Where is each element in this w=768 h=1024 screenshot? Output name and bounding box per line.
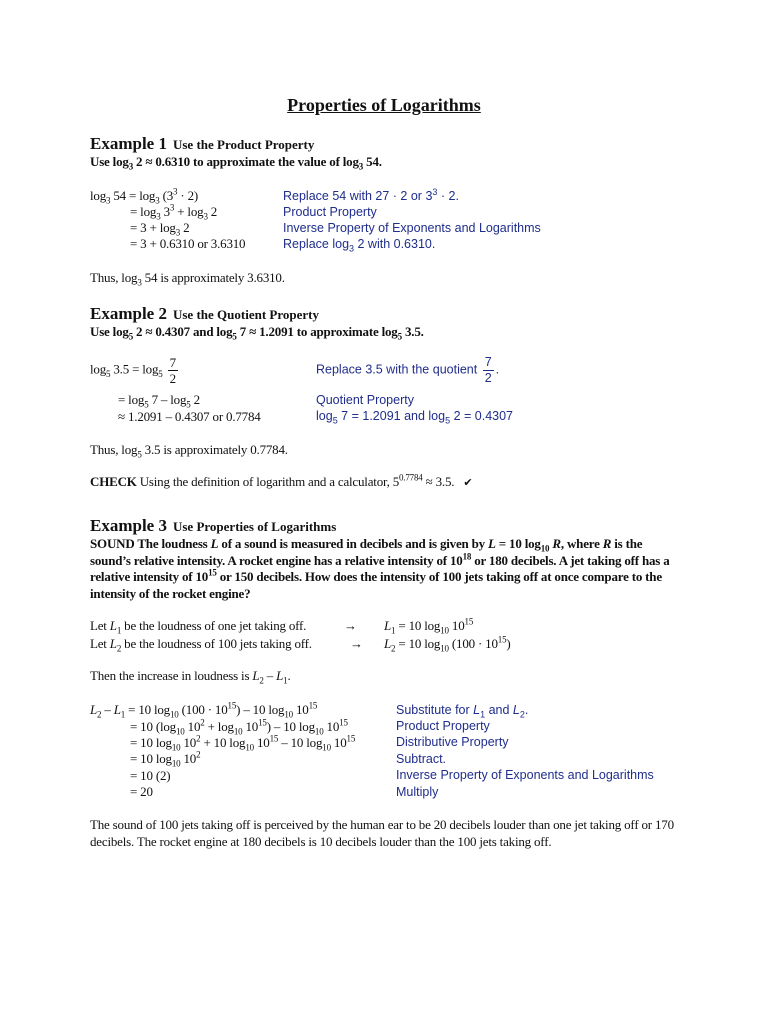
example-1-heading xyxy=(90,134,314,154)
example-2-step-2: = $\log_5 7 - \log_5 2$ xyxy=(118,392,200,410)
example-1-note-1: Replace 54 with 27 · 2 or $3^3 \cdot 2$. xyxy=(283,186,459,203)
example-1-prompt: Use $\log_3 2 \approx 0.6310$ to approximate the value of $\log_3 54$. xyxy=(90,154,382,172)
example-1-note-4: Replace $\log_3 2$ with 0.6310. xyxy=(283,237,436,254)
example-3-note-6: Multiply xyxy=(396,785,439,799)
example-3-note-1: Substitute for $L_1$ and $L_2$. xyxy=(396,703,529,720)
example-3-note-5: Inverse Property of Exponents and Logarithms xyxy=(396,768,654,782)
let-l2-statement: Let $L_2$ be the loudness of 100 jets taking off. xyxy=(90,636,312,654)
example-2-check: CHECK Using the definition of logarithm and a calculator, $5^{0.7784} \approx 3.5$. ✔ xyxy=(90,472,473,489)
example-3-note-3: Distributive Property xyxy=(396,735,509,749)
example-2-heading xyxy=(90,304,319,324)
example-2-note-1: Replace 3.5 with the quotient $\frac{7}{2}$ . xyxy=(316,355,500,385)
example-2-conclusion: Thus, $\log_5 3.5$ is approximately 0.7784. xyxy=(90,442,288,460)
let-l1-equation: $L_1 = 10$ $\log_{10} 10^{15}$ xyxy=(384,616,474,636)
example-1-step-3: = $3 + \log_3 2$ xyxy=(130,220,190,238)
example-1-note-3: Inverse Property of Exponents and Logarithms xyxy=(283,221,541,235)
example-1-conclusion: Thus, $\log_3 54$ is approximately 3.6310. xyxy=(90,270,285,288)
example-3-step-4: = 10 $\log_{10} 10^2$ xyxy=(130,749,201,769)
arrow-icon: → xyxy=(344,618,357,633)
example-1-step-1: $\log_3 54 = \log_3 (3^3 \cdot 2)$ xyxy=(90,186,199,206)
example-3-number: Example 3 xyxy=(90,516,167,535)
example-2-note-3: $\log_5 7 = 1.2091$ and $\log_5 2 = 0.4307$ xyxy=(316,409,514,426)
let-l1-statement: Let $L_1$ be the loudness of one jet taking off. xyxy=(90,618,307,636)
example-1-note-2: Product Property xyxy=(283,205,377,219)
example-2-prompt: Use $\log_5 2 \approx 0.4307$ and $\log_5 7 \approx 1.2091$ to approximate $\log_5 3.5$. xyxy=(90,324,424,342)
arrow-icon: → xyxy=(350,636,363,651)
example-3-note-2: Product Property xyxy=(396,719,490,733)
fraction-7-over-2-note: $\frac{7}{2}$ xyxy=(484,355,492,385)
example-3-conclusion: The sound of 100 jets taking off is perceived by the human ear to be 20 decibels louder than one jet taking off or 170 decibels. The rocket engine at 180 decibels is 10 decibels louder than the 100 jets taking off. xyxy=(90,817,674,849)
increase-statement: Then the increase in loudness is $L_2 - L_1$. xyxy=(90,668,291,686)
page-title: Properties of Logarithms xyxy=(287,95,481,115)
example-3-step-1: $L_2 - L_1 = 10$ $\log_{10} (100 \cdot 10^{15}) - 10$ $\log_{10} 10^{15}$ xyxy=(90,700,318,720)
example-2-number: Example 2 xyxy=(90,304,167,323)
example-2-step-3: ≈ 1.2091 – 0.4307 or 0.7784 xyxy=(118,409,261,424)
example-3-step-2: = 10 ($\log_{10}$ $10^2 + \log_{10} 10^{15}) - 10$ $\log_{10} 10^{15}$ xyxy=(130,717,348,737)
example-1-number: Example 1 xyxy=(90,134,167,153)
example-2-step-1: $\log_5 3.5 = \log_5$ $\frac{7}{2}$ xyxy=(90,355,176,386)
example-3-heading xyxy=(90,516,336,536)
let-l2-equation: $L_2 = 10$ $\log_{10} (100 \cdot 10^{15})$ xyxy=(384,634,511,654)
checkmark-icon: ✔ xyxy=(463,476,473,489)
example-3-step-3: = 10 $\log_{10} 10^2 + 10$ $\log_{10} 10^{15} - 10$ $\log_{10} 10^{15}$ xyxy=(130,733,356,753)
example-2-note-2: Quotient Property xyxy=(316,393,414,407)
example-1-step-4: = 3 + 0.6310 or 3.6310 xyxy=(130,236,246,251)
example-3-step-6: = 20 xyxy=(130,784,153,799)
example-1-step-2: = $\log_3 3^3 + \log_3 2$ xyxy=(130,202,218,222)
example-3-problem: SOUND The loudness L of a sound is measured in decibels and is given by L = 10 $\log_{10} R$, where R is the sound’s relative intensity. A rocket engine has a relative intensity of $10^{18}$ or 180 decibels. A jet taking off has a relative intensity of $10^{15}$ or 150 decibels. How does the intensity of 100 jets taking off at once compare to the intensity of the rocket engine? xyxy=(90,536,670,601)
example-3-label: Use Properties of Logarithms xyxy=(172,519,337,534)
example-3-step-5: = 10 (2) xyxy=(130,768,171,783)
fraction-7-over-2: $\frac{7}{2}$ xyxy=(169,355,176,386)
example-2-label: Use the Quotient Property xyxy=(172,307,319,322)
example-1-label: Use the Product Property xyxy=(172,137,315,152)
example-3-note-4: Subtract. xyxy=(396,752,447,766)
